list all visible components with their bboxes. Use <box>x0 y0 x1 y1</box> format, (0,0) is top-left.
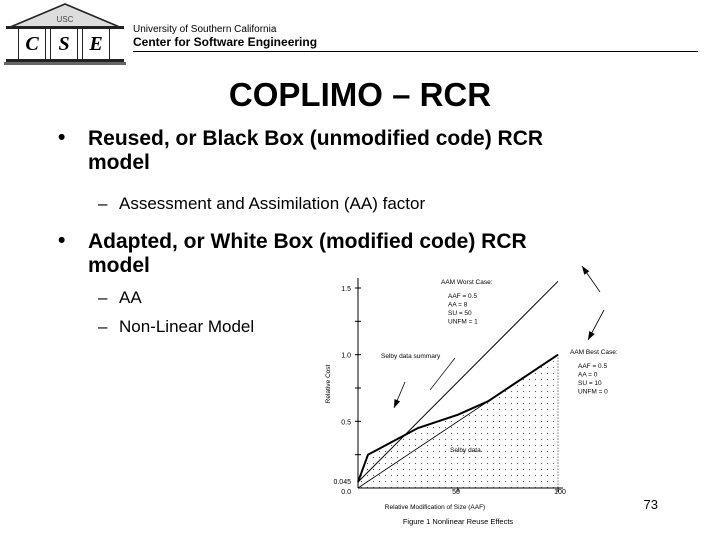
best-case-param: AA = 0 <box>578 371 598 379</box>
selby-arrow-head <box>394 399 400 408</box>
y-tick-label: 0.5 <box>341 419 351 427</box>
worst-case-param: AA = 8 <box>448 301 468 309</box>
best-case-param: SU = 10 <box>578 380 602 387</box>
y-tick-label: 0.045 <box>333 479 351 486</box>
y-axis-label: Relative Cost <box>325 364 332 404</box>
worst-case-arrow-head <box>582 266 589 275</box>
center-name: Center for Software Engineering <box>133 35 318 49</box>
selby-summary-label: Selby data summary <box>381 353 441 360</box>
y-tick-label: 1.0 <box>341 352 351 360</box>
bullet-2-sub-1: AA <box>119 288 142 307</box>
bullet-2-sub-2: Non-Linear Model <box>119 317 255 336</box>
worst-case-label: AAM Worst Case: <box>441 279 493 286</box>
best-case-param: AAF = 0.5 <box>578 363 608 370</box>
selby-summary-leader <box>430 358 455 390</box>
bullet-1-line2: model <box>88 151 150 174</box>
y-tick-label: 0.0 <box>341 489 351 496</box>
bullet-marker: • <box>58 126 66 149</box>
x-axis-label: Relative Modification of Size (AAF) <box>384 504 486 511</box>
worst-case-param: AAF = 0.5 <box>448 293 478 300</box>
sub-bullet-dash: – <box>98 317 108 336</box>
bullet-2-line1: Adapted, or White Box (modified code) RCR <box>88 230 527 253</box>
best-case-arrow-head <box>588 331 595 340</box>
bullet-marker: • <box>58 229 66 252</box>
page-number: 73 <box>643 497 658 512</box>
figure-caption: Figure 1 Nonlinear Reuse Effects <box>402 517 514 526</box>
x-tick-label: 50 <box>452 489 460 496</box>
best-case-label: AAM Best Case: <box>570 349 618 356</box>
sub-bullet-dash: – <box>98 194 108 213</box>
university-name: University of Southern California <box>133 24 277 35</box>
bullet-2-line2: model <box>88 254 150 277</box>
y-tick-label: 1.5 <box>341 286 351 293</box>
worst-case-param: UNFM = 1 <box>448 318 478 326</box>
selby-data-label: Selby data <box>450 447 481 454</box>
logo-letter-s: S <box>50 28 78 60</box>
best-case-param: UNFM = 0 <box>578 388 608 396</box>
slide-title: COPLIMO – RCR <box>228 76 492 113</box>
x-tick-label: 100 <box>554 489 566 496</box>
bullet-1-line1: Reused, or Black Box (unmodified code) RCR <box>88 127 544 150</box>
logo-letter-c: C <box>18 28 46 60</box>
worst-case-param: SU = 50 <box>448 310 472 317</box>
logo-letter-e: E <box>82 28 110 60</box>
svg-text:USC: USC <box>56 15 74 24</box>
bullet-1-sub-1: Assessment and Assimilation (AA) factor <box>119 194 426 213</box>
sub-bullet-dash: – <box>98 288 108 307</box>
